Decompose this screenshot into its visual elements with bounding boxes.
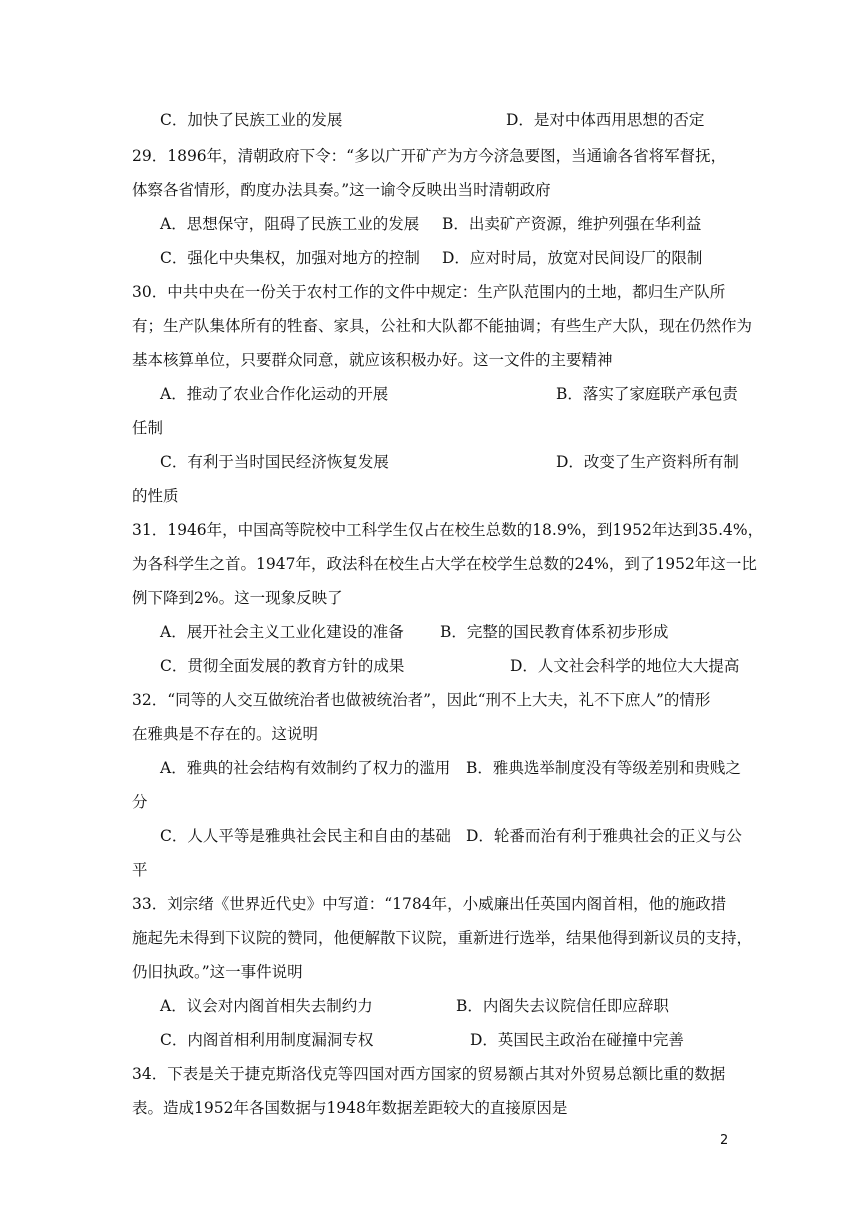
q29-option-a: A．思想保守，阻碍了民族工业的发展 bbox=[160, 215, 420, 233]
q33-stem-line2: 施起先未得到下议院的赞同，他便解散下议院，重新进行选举，结果他得到新议员的支持， bbox=[132, 929, 753, 947]
q33-stem-line1: 33．刘宗绪《世界近代史》中写道：“1784年，小威廉出任英国内阁首相，他的施政措 bbox=[132, 895, 727, 913]
q34-stem-line1: 34．下表是关于捷克斯洛伐克等四国对西方国家的贸易额占其对外贸易总额比重的数据 bbox=[132, 1065, 726, 1083]
q32-option-b-continued: 分 bbox=[132, 793, 148, 811]
q31-option-a: A．展开社会主义工业化建设的准备 bbox=[160, 623, 404, 641]
q29-option-d: D．应对时局，放宽对民间设厂的限制 bbox=[442, 249, 703, 267]
q32-stem-line1: 32．“同等的人交互做统治者也做被统治者”，因此“刑不上大夫，礼不下庶人”的情形 bbox=[132, 691, 711, 709]
q30-option-d-continued: 的性质 bbox=[132, 487, 179, 505]
q33-option-a: A．议会对内阁首相失去制约力 bbox=[160, 997, 373, 1015]
q34-stem-line2: 表。造成1952年各国数据与1948年数据差距较大的直接原因是 bbox=[132, 1099, 568, 1117]
q33-option-d: D．英国民主政治在碰撞中完善 bbox=[470, 1031, 684, 1049]
q32-option-c: C．人人平等是雅典社会民主和自由的基础 bbox=[160, 827, 451, 845]
q29-stem-line2: 体察各省情形，酌度办法具奏。”这一谕令反映出当时清朝政府 bbox=[132, 181, 551, 199]
q30-option-a: A．推动了农业合作化运动的开展 bbox=[160, 385, 389, 403]
q30-stem-line3: 基本核算单位，只要群众同意，就应该积极办好。这一文件的主要精神 bbox=[132, 351, 613, 369]
q30-stem-line2: 有；生产队集体所有的牲畜、家具，公社和大队都不能抽调；有些生产大队，现在仍然作为 bbox=[132, 317, 753, 335]
q29-option-c: C．强化中央集权，加强对地方的控制 bbox=[160, 249, 420, 267]
q32-stem-line2: 在雅典是不存在的。这说明 bbox=[132, 725, 319, 743]
q32-option-d: D．轮番而治有利于雅典社会的正义与公 bbox=[466, 827, 742, 845]
q31-option-d: D．人文社会科学的地位大大提高 bbox=[510, 657, 740, 675]
q31-stem-line3: 例下降到2%。这一现象反映了 bbox=[132, 589, 343, 607]
q31-stem-line1: 31．1946年，中国高等院校中工科学生仅占在校生总数的18.9%，到1952年达到35.4%， bbox=[132, 521, 764, 539]
q33-stem-line3: 仍旧执政。”这一事件说明 bbox=[132, 963, 303, 981]
q29-option-b: B．出卖矿产资源，维护列强在华利益 bbox=[442, 215, 702, 233]
q32-option-d-continued: 平 bbox=[132, 861, 148, 879]
q30-option-b: B．落实了家庭联产承包责 bbox=[556, 385, 738, 403]
q30-option-d: D．改变了生产资料所有制 bbox=[556, 453, 739, 471]
page-number: 2 bbox=[720, 1133, 729, 1148]
q33-option-b: B．内阁失去议院信任即应辞职 bbox=[456, 997, 669, 1015]
q28-option-c: C．加快了民族工业的发展 bbox=[160, 111, 343, 129]
q29-stem-line1: 29．1896年，清朝政府下令：“多以广开矿产为方今济急要图，当通谕各省将军督抚， bbox=[132, 147, 727, 165]
q28-option-d: D．是对中体西用思想的否定 bbox=[506, 111, 705, 129]
q30-stem-line1: 30．中共中央在一份关于农村工作的文件中规定：生产队范围内的土地，都归生产队所 bbox=[132, 283, 726, 301]
q32-option-a: A．雅典的社会结构有效制约了权力的滥用 bbox=[160, 759, 451, 777]
q31-stem-line2: 为各科学生之首。1947年，政法科在校生占大学在校学生总数的24%，到了1952年这一比 bbox=[132, 555, 757, 573]
q30-option-c: C．有利于当时国民经济恢复发展 bbox=[160, 453, 389, 471]
q32-option-b: B．雅典选举制度没有等级差别和贵贱之 bbox=[466, 759, 741, 777]
q31-option-b: B．完整的国民教育体系初步形成 bbox=[440, 623, 669, 641]
q33-option-c: C．内阁首相利用制度漏洞专权 bbox=[160, 1031, 374, 1049]
q30-option-b-continued: 任制 bbox=[132, 419, 164, 437]
q31-option-c: C．贯彻全面发展的教育方针的成果 bbox=[160, 657, 405, 675]
